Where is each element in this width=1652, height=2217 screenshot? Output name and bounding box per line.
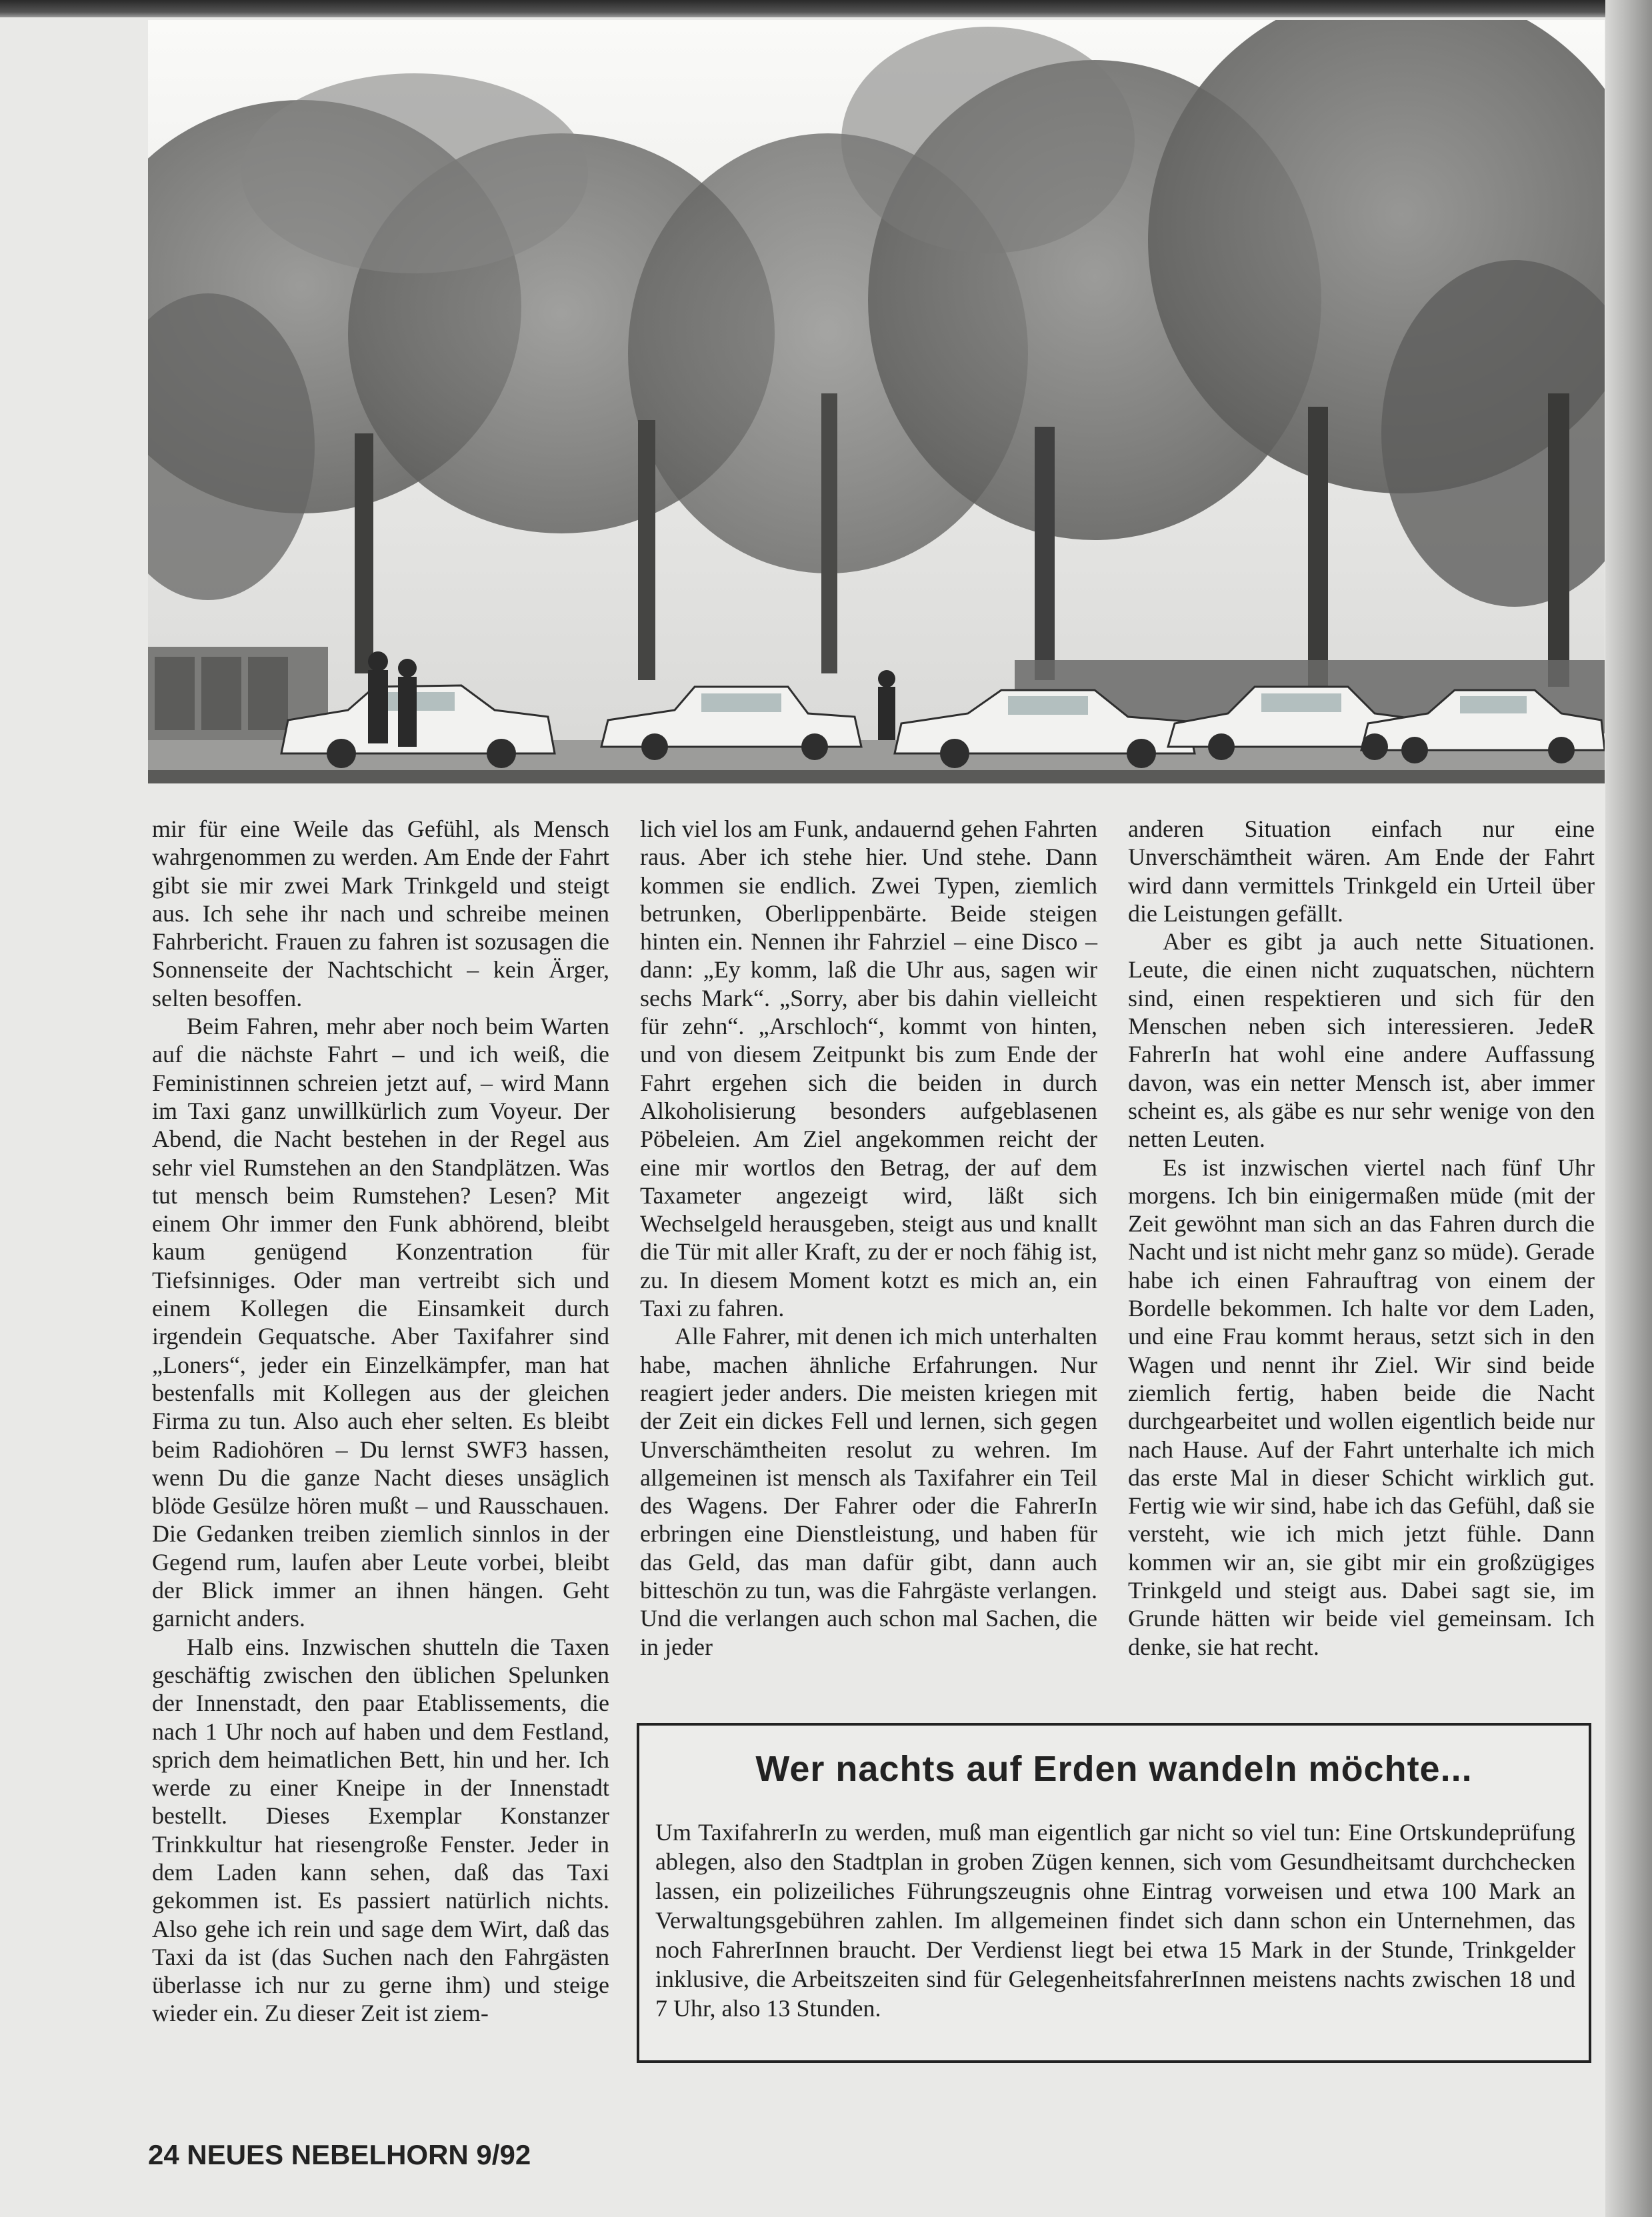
- article-column-1: [152, 815, 609, 2028]
- article-paragraph: Halb eins. Inzwischen shutteln die Taxen geschäftig zwischen den üblichen Spelunken der Innenstadt, den paar Etablissements, die nach 1 Uhr noch auf haben und dem Festland, sprich dem heimatlichen Bett, hin und her. Ich werde zu einer Kneipe in der Innenstadt bestellt. Dieses Exemplar Konstanzer Trinkkultur hat riesengroße Fenster. Jeder in dem Laden kann sehen, daß das Taxi gekommen ist. Es passiert natürlich nichts. Also gehe ich rein und sage dem Wirt, daß das Taxi da ist (das Suchen nach den Fahrgästen überlasse ich nur zu gerne ihm) und steige wieder ein. Zu dieser Zeit ist ziem-: [152, 1633, 609, 2027]
- article-paragraph: Alle Fahrer, mit denen ich mich unterhalten habe, machen ähnliche Erfahrungen. Nur reagiert jeder anders. Die meisten kriegen mit der Zeit ein dickes Fell und lernen, sich gegen Unverschämtheiten resolut zu wehren. Im allgemeinen ist mensch als Taxifahrer ein Teil des Wagens. Der Fahrer oder die FahrerIn erbringen eine Dienstleistung, und haben für das Geld, das man dafür gibt, dann auch bitteschön zu tun, was die Fahrgäste verlangen. Und die verlangen auch schon mal Sachen, die in jeder: [640, 1323, 1097, 1660]
- info-box: [637, 1723, 1591, 2063]
- article-paragraph: anderen Situation einfach nur eine Unverschämtheit wären. Am Ende der Fahrt wird dann vermittels Trinkgeld ein Urteil über die Leistungen gefällt.: [1128, 815, 1595, 927]
- article-paragraph: Beim Fahren, mehr aber noch beim Warten auf die nächste Fahrt – und ich weiß, die Feministinnen schreien jetzt auf, – wird Mann im Taxi ganz unwillkürlich zum Voyeur. Der Abend, die Nacht bestehen in der Regel aus sehr viel Rumstehen an den Standplätzen. Was tut mensch beim Rumstehen? Lesen? Mit einem Ohr immer den Funk abhörend, bleibt kaum genügend Konzentration für Tiefsinniges. Oder man vertreibt sich und einem Kollegen die Einsamkeit durch irgendein Gequatsche. Aber Taxifahrer sind „Loners“, jeder ein Einzelkämpfer, man hat bestenfalls mit Kollegen aus der gleichen Firma zu tun. Also auch eher selten. Es bleibt beim Radiohören – Du lernst SWF3 hassen, wenn Du die ganze Nacht dieses unsäglich blöde Gesülze hören mußt – und Rausschauen. Die Gedanken treiben ziemlich sinnlos in der Gegend rum, laufen aber Leute vorbei, bleibt der Blick immer an ihnen hängen. Geht garnicht anders.: [152, 1013, 609, 1632]
- page-footer: 24 NEUES NEBELHORN 9/92: [148, 2139, 531, 2170]
- article-paragraph: lich viel los am Funk, andauernd gehen Fahrten raus. Aber ich stehe hier. Und stehe. Dann kommen sie endlich. Zwei Typen, ziemlich betrunken, Oberlippenbärte. Beide steigen hinten ein. Nennen ihr Fahrziel – eine Disco – dann: „Ey komm, laß die Uhr aus, sagen wir sechs Mark“. „Sorry, aber bis dahin vielleicht für zehn“. „Arschloch“, kommt von hinten, und von diesem Zeitpunkt bis zum Ende der Fahrt ergehen sich die beiden in durch Alkoholisierung besonders aufgeblasenen Pöbeleien. Am Ziel angekommen reicht der eine mir wortlos den Betrag, der auf dem Taxameter angezeigt wird, läßt sich Wechselgeld herausgeben, steigt aus und knallt die Tür mit aller Kraft, zu der er noch fähig ist, zu. In diesem Moment kotzt es mich an, ein Taxi zu fahren.: [640, 815, 1097, 1322]
- info-box-text: Um TaxifahrerIn zu werden, muß man eigentlich gar nicht so viel tun: Eine Ortskundeprüfung ablegen, also den Stadtplan in groben Zügen kennen, sich vom Gesundheitsamt durchchecken lassen, ein polizeiliches Führungszeugnis ohne Eintrag vorweisen und etwa 100 Mark an Verwaltungsgebühren zahlen. Im allgemeinen findet sich dann schon ein Unternehmen, das noch FahrerInnen braucht. Der Verdienst liegt bei etwa 15 Mark in der Stunde, Trinkgelder inklusive, die Arbeitszeiten sind für GelegenheitsfahrerInnen meistens nachts zwischen 18 und 7 Uhr, also 13 Stunden.: [655, 1819, 1575, 2022]
- article-column-3: [1128, 815, 1595, 1661]
- article-paragraph: mir für eine Weile das Gefühl, als Mensch wahrgenommen zu werden. Am Ende der Fahrt gibt sie mir zwei Mark Trinkgeld und steigt aus. Ich sehe ihr nach und schreibe meinen Fahrbericht. Frauen zu fahren ist sozusagen die Sonnenseite der Nachtschicht – kein Ärger, selten besoffen.: [152, 815, 609, 1011]
- article-column-2: [640, 815, 1097, 1661]
- article-paragraph: Es ist inzwischen viertel nach fünf Uhr morgens. Ich bin einigermaßen müde (mit der Zeit gewöhnt man sich an das Fahren durch die Nacht und ist nicht mehr ganz so müde). Gerade habe ich einen Fahrauftrag von einem der Bordelle bekommen. Ich halte vor dem Laden, und eine Frau kommt heraus, setzt sich in den Wagen und nennt ihr Ziel. Wir sind beide ziemlich fertig, haben beide die Nacht durchgearbeitet und wollen eigentlich beide nur nach Hause. Auf der Fahrt unterhalte ich mich das erste Mal in dieser Schicht wirklich gut. Fertig wie wir sind, habe ich das Gefühl, daß sie versteht, wie ich mich jetzt fühle. Dann kommen wir an, sie gibt mir ein großzügiges Trinkgeld und steigt aus. Dabei sagt sie, im Grunde hätten wir beide viel gemeinsam. Ich denke, sie hat recht.: [1128, 1154, 1595, 1660]
- page-edge-top: [0, 0, 1652, 17]
- article-paragraph: Aber es gibt ja auch nette Situationen. Leute, die einen nicht zuquatschen, nüchtern sind, einen respektieren und sich für den Menschen neben sich interessieren. JedeR FahrerIn hat wohl eine andere Auffassung davon, was ein netter Mensch ist, aber immer scheint es, als gäbe es nur sehr wenige von den netten Leuten.: [1128, 928, 1595, 1153]
- info-box-title: Wer nachts auf Erden wandeln möchte...: [755, 1749, 1473, 1789]
- page-edge-right: [1605, 0, 1652, 2217]
- taxi-stand-photo: [148, 20, 1605, 783]
